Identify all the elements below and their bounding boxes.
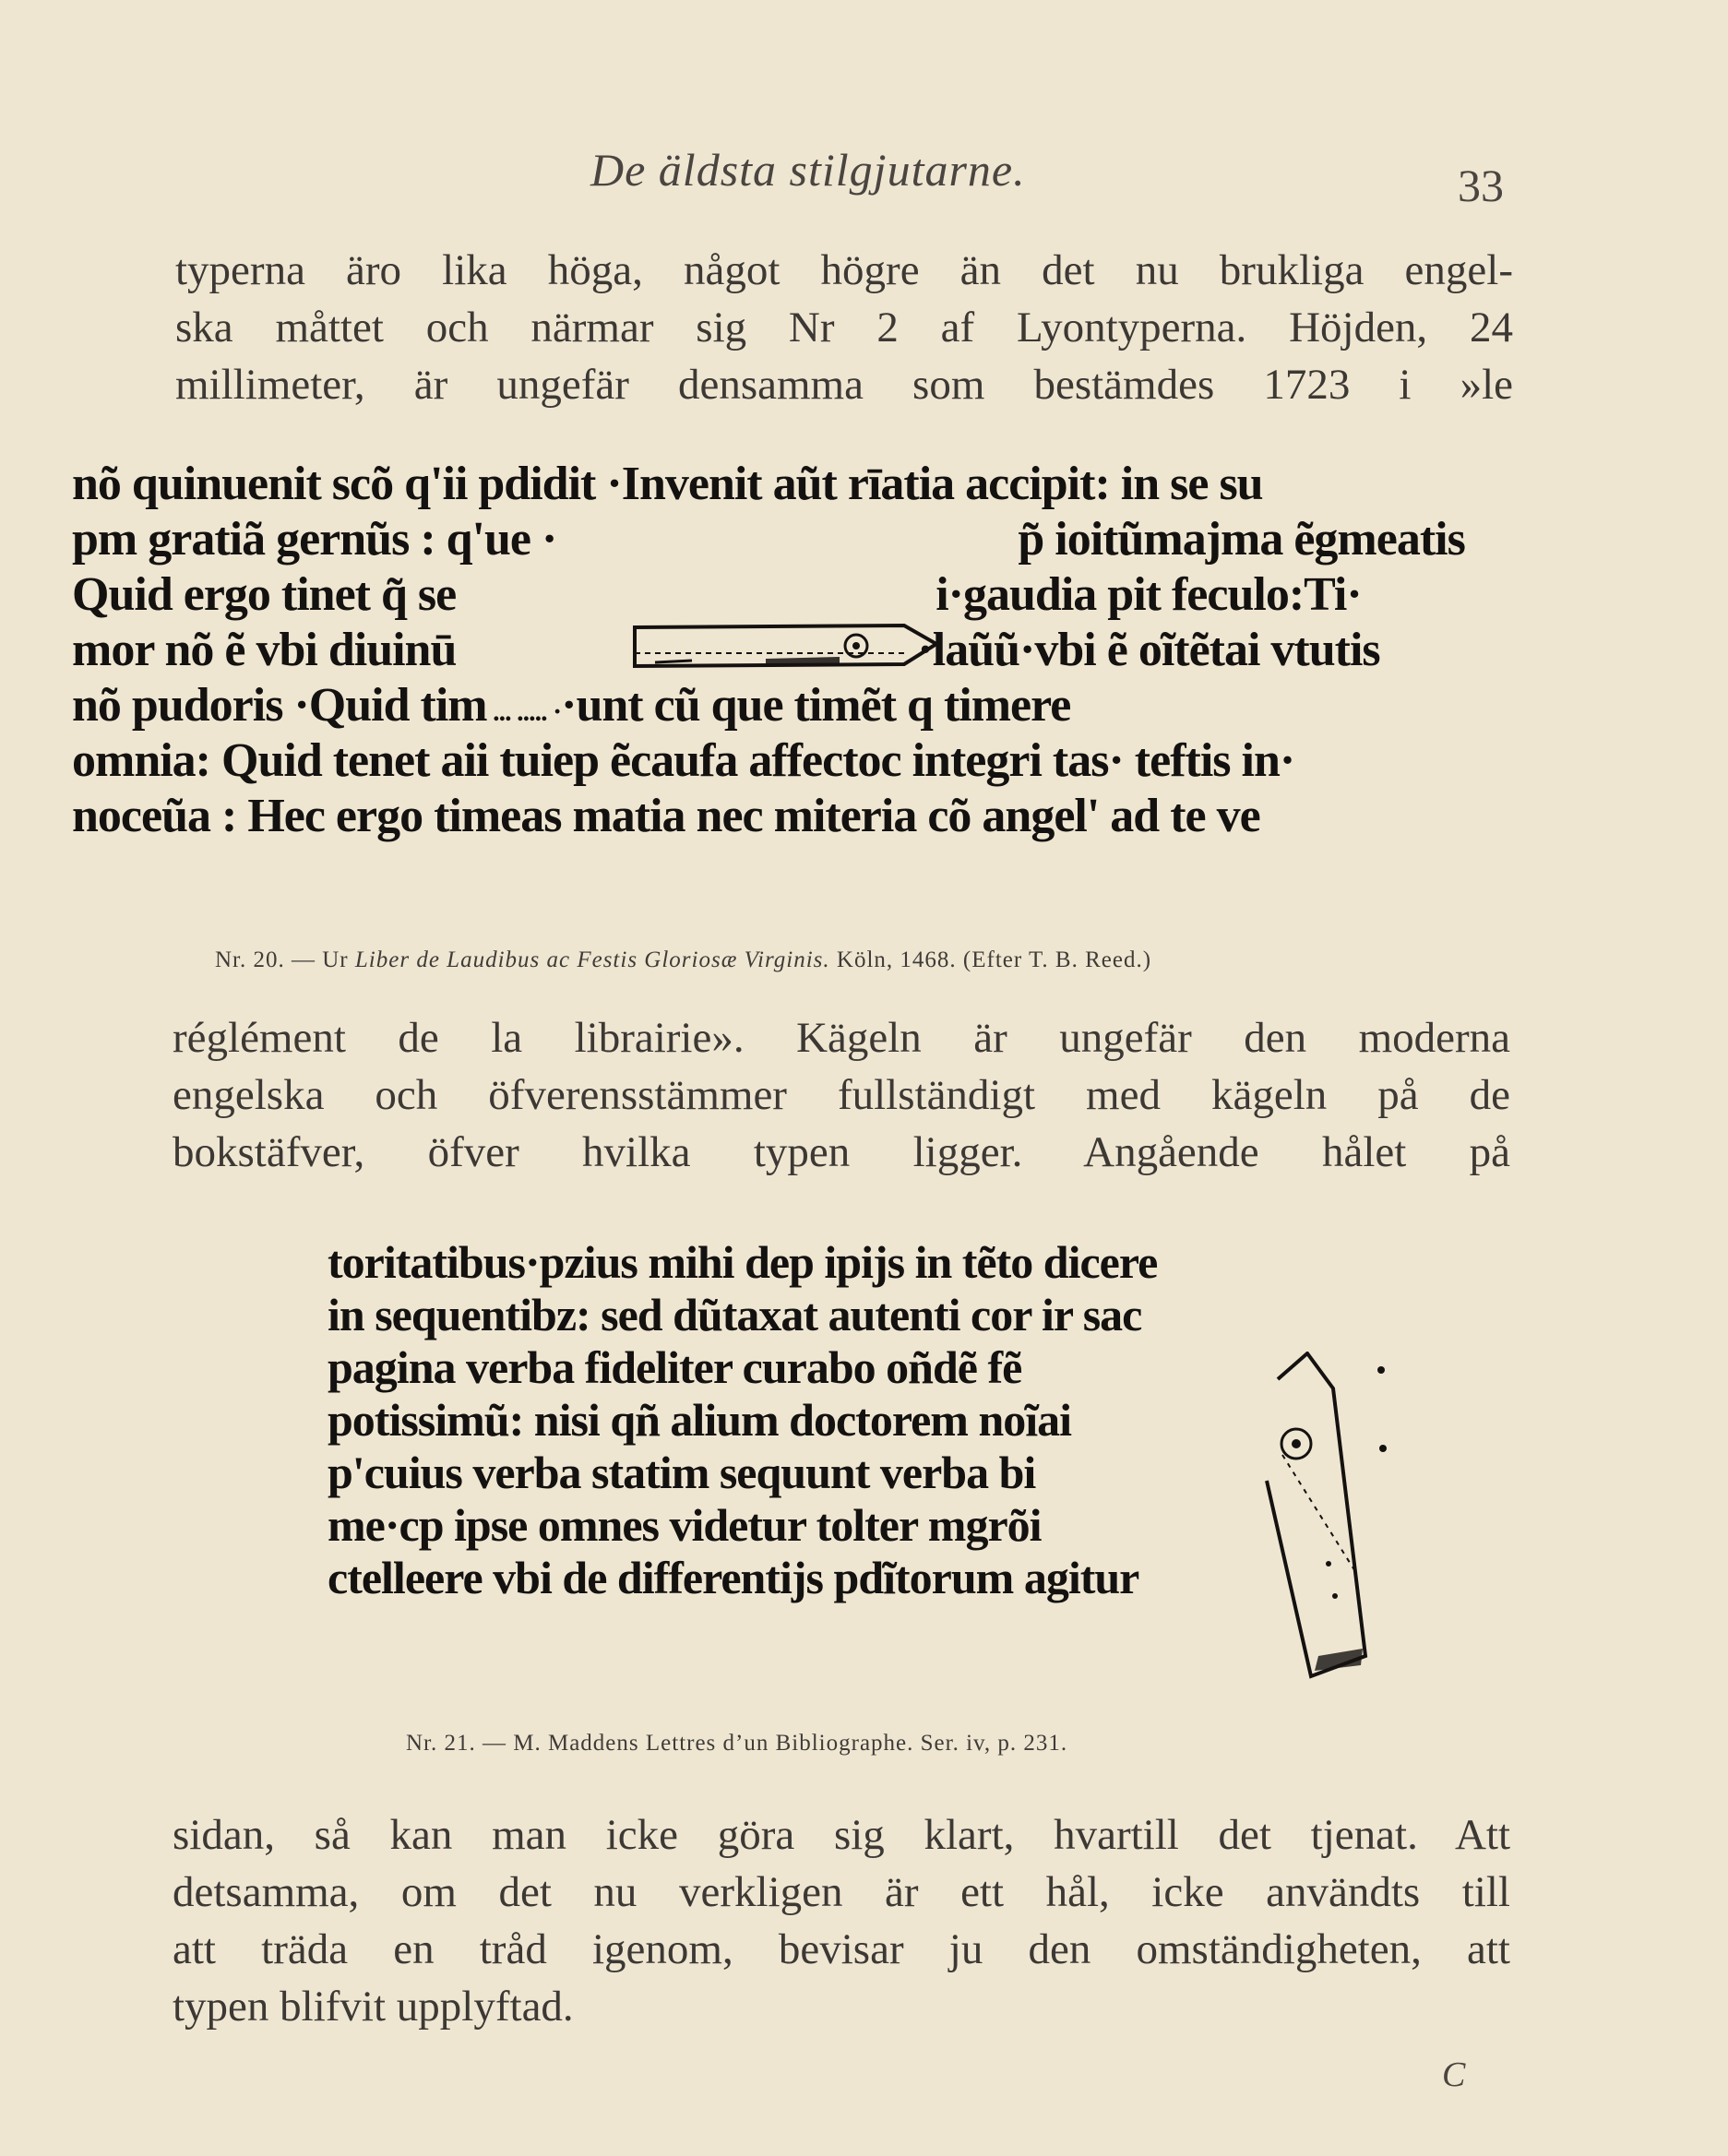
specimen-fragment: i·gaudia pit feculo:Ti· xyxy=(936,568,1362,621)
text-line: millimeter, är ungefär densamma som bestämdes 1723 i »le xyxy=(175,361,1513,409)
specimen-line: Quid ergo tinet q̃ se i·gaudia pit feculo:Ti· xyxy=(72,568,1362,621)
running-head: De äldsta stilgjutarne. xyxy=(590,144,1026,196)
figure-1-caption: Nr. 20. — Ur Liber de Laudibus ac Festis Gloriosæ Virginis. Köln, 1468. (Efter T. B. Reed.) xyxy=(215,947,1152,972)
specimen-line: nõ quinuenit scõ q'ii pdidit ·Invenit aũt rīatia accipit: in se su xyxy=(72,458,1263,510)
text-line: typen blifvit upplyftad. xyxy=(173,1983,574,2031)
specimen-fragment: ·unt cũ que timẽt q timere xyxy=(561,679,1071,732)
specimen-line: me·cp ipse omnes videtur tolter mgrõi xyxy=(328,1499,1042,1551)
text-line: réglément de la librairie». Kägeln är ungefär den moderna xyxy=(173,1014,1510,1062)
figure-2-specimen xyxy=(328,1236,1157,1604)
paragraph-1 xyxy=(175,242,1513,413)
text-line: ska måttet och närmar sig Nr 2 af Lyontyperna. Höjden, 24 xyxy=(175,304,1513,351)
specimen-line: toritatibus·pzius mihi dep ipijs in tẽto dicere xyxy=(328,1236,1158,1288)
paragraph-3 xyxy=(173,1806,1510,2035)
type-body-sketch xyxy=(627,616,941,690)
specimen-line: mor nõ ẽ vbi diuinū ·laũũ·vbi ẽ oĩtẽtai vtutis xyxy=(72,624,1380,676)
specimen-line: ctelleere vbi de differentijs pdĩtorum agitur xyxy=(328,1552,1139,1603)
specimen-line: potissimũ: nisi qñ alium doctorem noĩai xyxy=(328,1394,1072,1446)
specimen-line: omnia: Quid tenet aii tuiep ẽcaufa affectoc integri tas· teftis in· xyxy=(72,734,1295,787)
specimen-fragment: p̃ ioitũmajma ẽgmeatis xyxy=(1018,513,1465,566)
specimen-line: noceũa : Hec ergo timeas matia nec miteria cõ angel' ad te ve xyxy=(72,790,1260,842)
specimen-line: nõ pudoris ·Quid tim ... ..... ··unt cũ que timẽt q timere xyxy=(72,679,1071,732)
text-line: sidan, så kan man icke göra sig klart, hvartill det tjenat. Att xyxy=(173,1811,1510,1859)
specimen-fragment: ·laũũ·vbi ẽ oĩtẽtai vtutis xyxy=(917,624,1380,676)
figure-2-caption: Nr. 21. — M. Maddens Lettres d’un Bibliographe. Ser. iv, p. 231. xyxy=(406,1731,1068,1756)
text-line: att träda en tråd igenom, bevisar ju den omständigheten, att xyxy=(173,1925,1510,1973)
text-line: typerna äro lika höga, något högre än det nu brukliga engel- xyxy=(175,246,1513,294)
type-body-sketch xyxy=(1259,1352,1398,1684)
specimen-line: pagina verba fideliter curabo oñdẽ fẽ xyxy=(328,1341,1022,1393)
paragraph-2 xyxy=(173,1009,1510,1181)
specimen-line: p'cuius verba statim sequunt verba bi xyxy=(328,1447,1036,1498)
text-line: engelska och öfverensstämmer fullständigt med kägeln på de xyxy=(173,1071,1510,1119)
text-line: bokstäfver, öfver hvilka typen ligger. Angående hålet på xyxy=(173,1128,1510,1176)
text-line: detsamma, om det nu verkligen är ett hål, icke användts till xyxy=(173,1868,1510,1916)
signature-mark: C xyxy=(1442,2055,1466,2094)
page-number: 33 xyxy=(1458,160,1504,211)
specimen-line: pm gratiã gernũs : q'ue · p̃ ioitũmajma ẽgmeatis xyxy=(72,513,1465,566)
specimen-line: in sequentibz: sed dũtaxat autenti cor ir sac xyxy=(328,1289,1142,1340)
